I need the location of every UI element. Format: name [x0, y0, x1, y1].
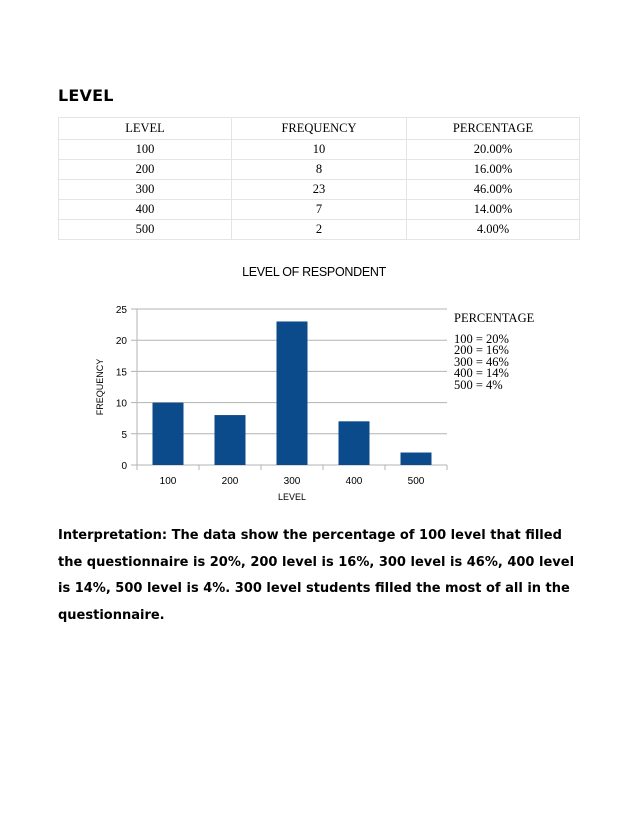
column-header-percentage: PERCENTAGE	[407, 118, 580, 140]
cell-percentage: 16.00%	[407, 160, 580, 180]
x-axis-title: LEVEL	[277, 492, 307, 502]
x-tick-label: 500	[407, 476, 425, 487]
cell-percentage: 46.00%	[407, 180, 580, 200]
legend-item: 300 = 46%	[454, 354, 509, 369]
cell-percentage: 4.00%	[407, 220, 580, 240]
cell-frequency: 7	[232, 200, 407, 220]
column-header-level: LEVEL	[59, 118, 232, 140]
bar	[401, 453, 432, 465]
cell-level: 100	[59, 140, 232, 160]
y-tick-label: 5	[121, 429, 127, 441]
bar	[215, 415, 246, 465]
column-header-frequency: FREQUENCY	[232, 118, 407, 140]
y-tick-label: 10	[115, 398, 127, 410]
cell-level: 300	[59, 180, 232, 200]
x-tick-label: 100	[159, 476, 177, 487]
y-axis-title: FREQUENCY	[95, 358, 105, 416]
cell-frequency: 8	[232, 160, 407, 180]
chart-title: LEVEL OF RESPONDENT	[242, 265, 386, 279]
chart-legend	[454, 313, 534, 392]
bar	[339, 421, 370, 465]
legend-title: PERCENTAGE	[454, 311, 535, 325]
cell-level: 500	[59, 220, 232, 240]
y-tick-label: 0	[121, 461, 127, 472]
cell-frequency: 23	[232, 180, 407, 200]
cell-frequency: 2	[232, 220, 407, 240]
cell-frequency: 10	[232, 140, 407, 160]
y-tick-label: 20	[115, 336, 127, 348]
legend-item: 200 = 16%	[454, 343, 509, 358]
cell-percentage: 20.00%	[407, 140, 580, 160]
x-tick-label: 200	[221, 476, 239, 487]
cell-percentage: 14.00%	[407, 200, 580, 220]
x-tick-label: 300	[283, 476, 301, 487]
bar	[277, 321, 308, 465]
y-tick-label: 25	[115, 305, 127, 316]
x-tick-label: 400	[345, 476, 363, 487]
section-heading: LEVEL	[58, 86, 114, 105]
bar	[153, 403, 184, 465]
cell-level: 400	[59, 200, 232, 220]
legend-item: 100 = 20%	[454, 331, 509, 346]
interpretation-paragraph: Interpretation: The data show the percentage of 100 level that filled the questionnaire is 20%, 200 level is 16%, 300 level is 46%, 400 level is 14%, 500 level is 4%. 300 level students filled the most of all in the questionnaire.	[58, 528, 575, 623]
legend-item: 400 = 14%	[454, 366, 509, 381]
legend-item: 500 = 4%	[454, 377, 503, 392]
y-tick-label: 15	[115, 367, 127, 379]
cell-level: 200	[59, 160, 232, 180]
